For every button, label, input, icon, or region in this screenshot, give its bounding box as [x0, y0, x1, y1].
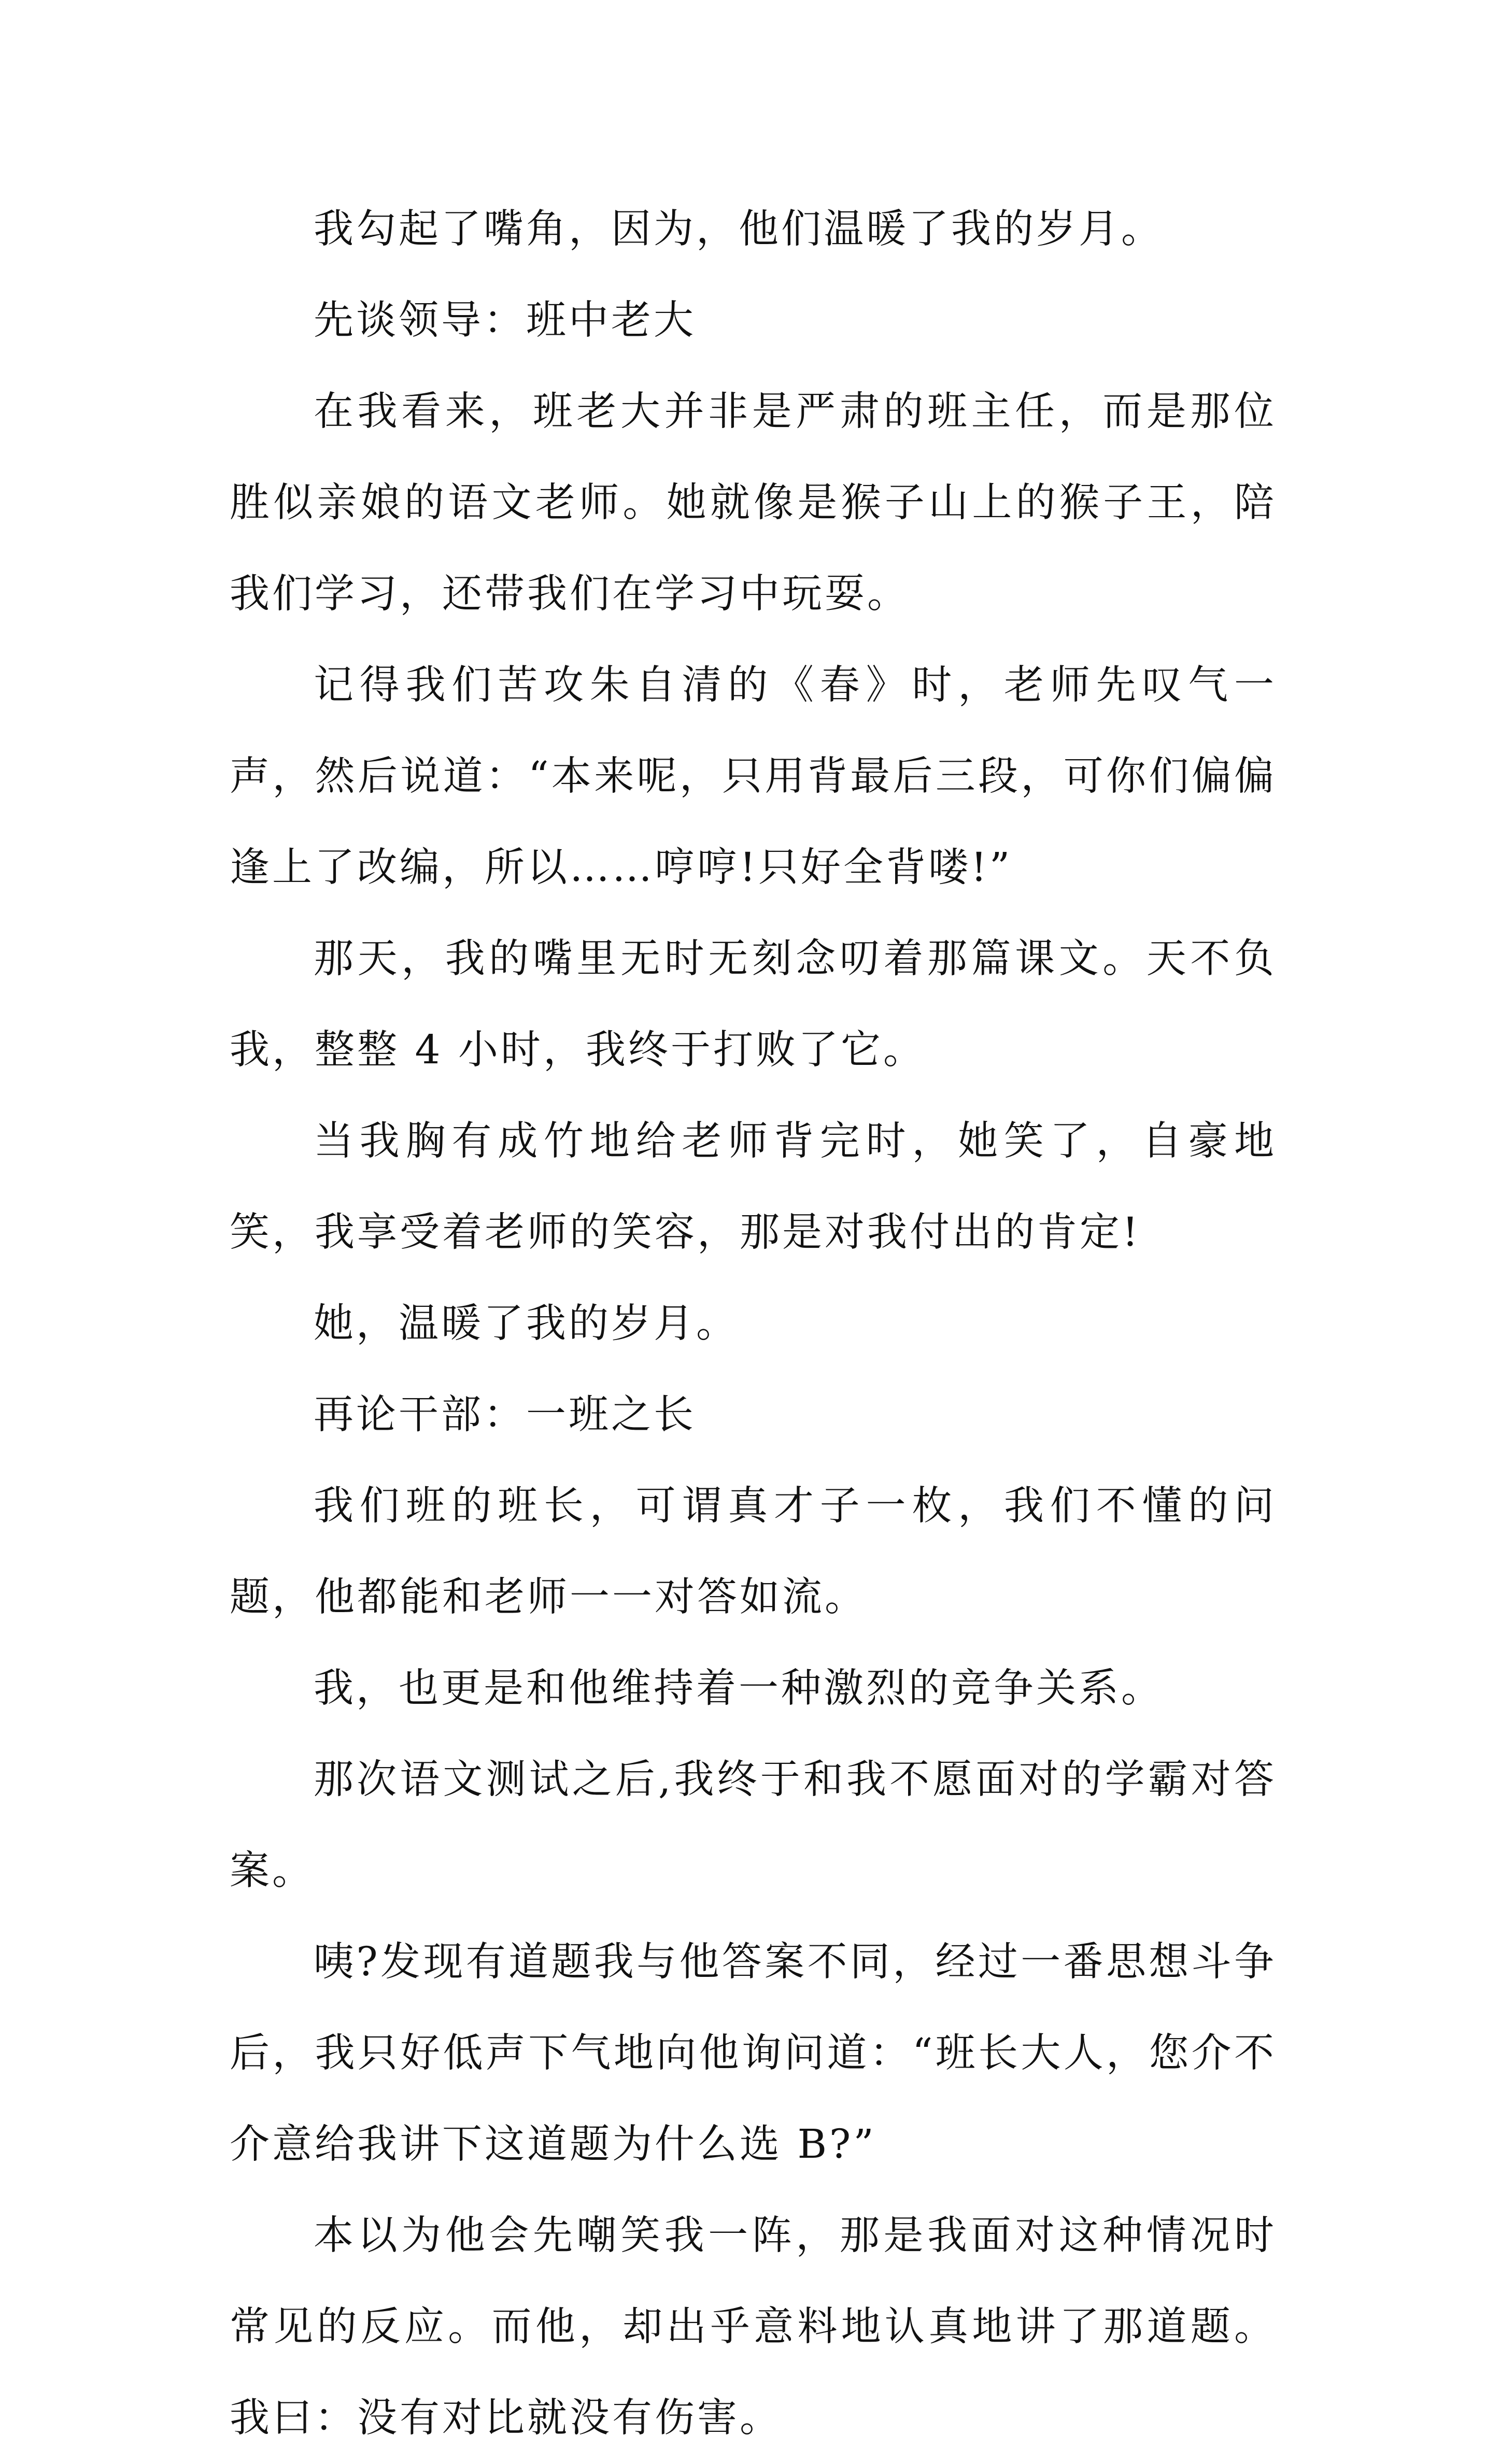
paragraph: 我勾起了嘴角，因为，他们温暖了我的岁月。	[314, 206, 1164, 252]
paragraph: 我们班的班长，可谓真才子一枚，我们不懂的问题，他都能和老师一一对答如流。	[230, 1483, 1277, 1620]
section-heading: 再论干部：一班之长	[314, 1392, 696, 1438]
paragraph: 当我胸有成竹地给老师背完时，她笑了，自豪地笑，我享受着老师的笑容，那是对我付出的肯定!	[230, 1118, 1277, 1256]
section-heading: 先谈领导：班中老大	[314, 297, 696, 344]
paragraph: 那次语文测试之后,我终于和我不愿面对的学霸对答案。	[230, 1757, 1277, 1894]
paragraph: 她，温暖了我的岁月。	[314, 1301, 739, 1347]
paragraph: 本以为他会先嘲笑我一阵，那是我面对这种情况时常见的反应。而他，却出乎意料地认真地讲了那道题。我曰：没有对比就没有伤害。	[230, 2213, 1277, 2441]
paragraph: 记得我们苦攻朱自清的《春》时，老师先叹气一声，然后说道：“本来呢，只用背最后三段，可你们偏偏逢上了改编，所以……哼哼!只好全背喽!”	[230, 662, 1277, 891]
paragraph: 咦?发现有道题我与他答案不同，经过一番思想斗争后，我只好低声下气地向他询问道：“班长大人，您介不介意给我讲下这道题为什么选 B?”	[230, 1939, 1277, 2168]
document-body	[230, 184, 1277, 2464]
paragraph: 那天，我的嘴里无时无刻念叨着那篇课文。天不负我，整整 4 小时，我终于打败了它。	[230, 936, 1277, 1073]
paragraph: 在我看来，班老大并非是严肃的班主任，而是那位胜似亲娘的语文老师。她就像是猴子山上的猴子王，陪我们学习，还带我们在学习中玩耍。	[230, 389, 1277, 617]
paragraph: 我，也更是和他维持着一种激烈的竞争关系。	[314, 1665, 1164, 1712]
